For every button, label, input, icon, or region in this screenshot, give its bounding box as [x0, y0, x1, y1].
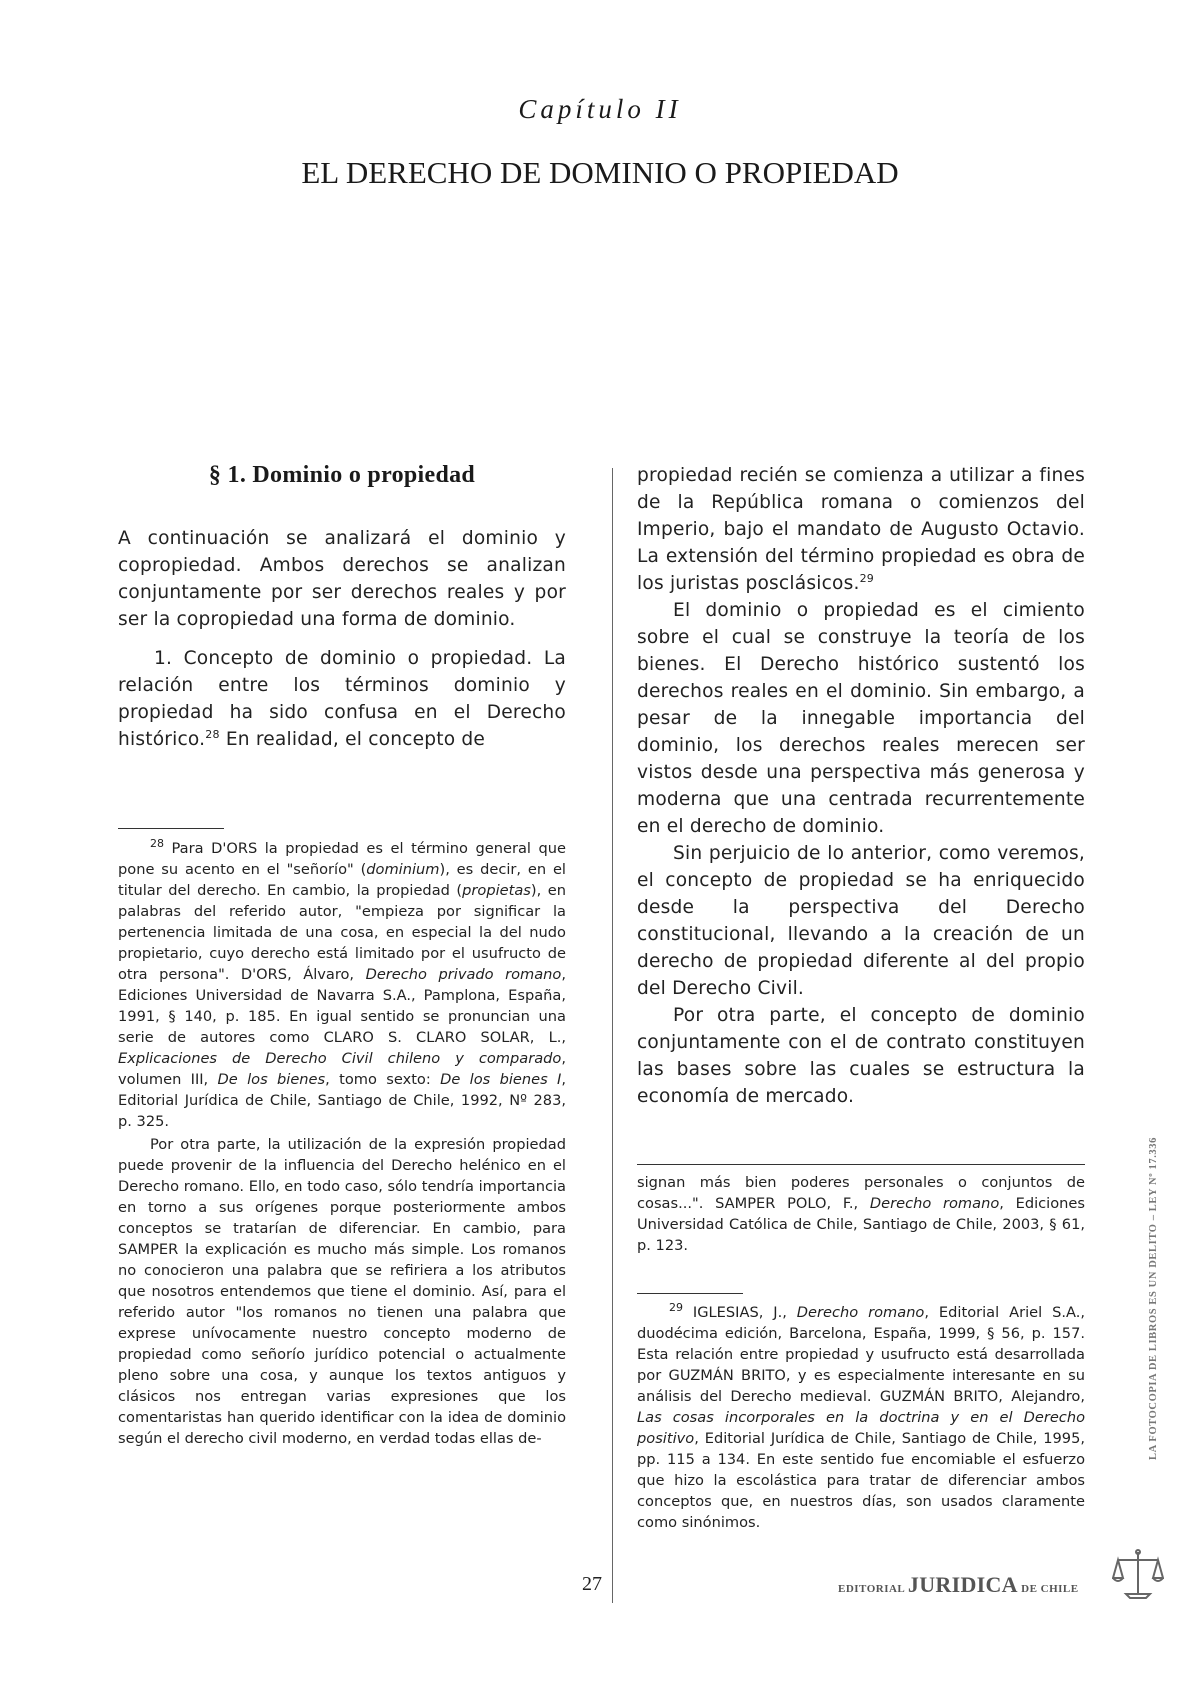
footnote-28: [118, 838, 566, 1449]
fn28-italic: De los bienes: [217, 1071, 326, 1088]
footnote-28-marker: 28: [150, 837, 164, 851]
intro-paragraph: A continuación se analizará el dominio y copropiedad. Ambos derechos se analizan conjuntamente por ser derechos reales y por ser la copropiedad una forma de dominio.: [118, 528, 566, 630]
fn28-text: , volumen III,: [118, 1050, 566, 1088]
footnote-rule-left: [118, 828, 224, 829]
fn28-text: Para D'ORS la propiedad es el término general que pone su acento en el "señorío" (: [118, 840, 566, 878]
footnote-ref-29[interactable]: 29: [859, 571, 874, 585]
concept-paragraph: [118, 645, 566, 753]
fn28-italic: dominium: [366, 861, 440, 878]
concept-tail: En realidad, el concepto de: [219, 729, 486, 750]
fn28-italic: De los bienes I: [440, 1071, 562, 1088]
publisher-suffix: DE CHILE: [1017, 1583, 1079, 1595]
section-heading: § 1. Dominio o propiedad: [208, 462, 476, 488]
footnote-29-marker: 29: [669, 1301, 683, 1315]
left-column: [118, 462, 566, 753]
right-paragraph-1: [637, 462, 1085, 597]
fn28-text: , tomo sexto:: [325, 1071, 441, 1088]
footnote-rule-right: [637, 1164, 1085, 1165]
fn28-text: ), es decir, en el titular del derecho. En cambio, la propiedad (: [118, 861, 566, 899]
footnote-28-end: [637, 1172, 1085, 1256]
concept-text: La relación entre los términos dominio y propiedad ha sido confusa en el Derecho histórico.: [118, 648, 567, 750]
fn28-text: , Ediciones Universidad de Navarra S.A., Pamplona, España, 1991, § 140, p. 185. En igual sentido se pronuncian una serie de autores como CLARO S. CLARO SOLAR, L.,: [118, 966, 566, 1046]
column-divider: [612, 468, 613, 1603]
fn29-text: IGLESIAS, J.,: [683, 1304, 797, 1321]
fn29-text: , Editorial Jurídica de Chile, Santiago de Chile, 1995, pp. 115 a 134. En este sentido fue encomiable el esfuerzo que hizo la escolástica para tratar de diferenciar ambos conceptos que, en nuestros días, son usados claramente como sinónimos.: [637, 1430, 1085, 1531]
footnote-ref-28[interactable]: 28: [205, 727, 220, 741]
scales-of-justice-logo: [1112, 1548, 1164, 1602]
fn28-text: , Editorial Jurídica de Chile, Santiago de Chile, 1992, Nº 283, p. 325.: [118, 1071, 566, 1130]
right-paragraph-2: El dominio o propiedad es el cimiento sobre el cual se construye la teoría de los bienes. El Derecho histórico sustentó los derechos reales en el dominio. Sin embargo, a pesar de la innegable importancia del dominio, los derechos reales merecen ser vistos desde una perspectiva más generosa y moderna que una centrada recurrentemente en el derecho de dominio.: [637, 600, 1085, 837]
concept-lead: 1. Concepto de dominio o propiedad.: [154, 648, 533, 669]
right-paragraph-1-text: propiedad recién se comienza a utilizar a fines de la República romana o comienzos del Imperio, bajo el mandato de Augusto Octavio. La extensión del término propiedad es obra de los juristas posclásicos.: [637, 465, 1085, 594]
fn28-italic: Explicaciones de Derecho Civil chileno y comparado: [118, 1050, 562, 1067]
page-number: 27: [582, 1573, 602, 1595]
footnote-28-continuation: Por otra parte, la utilización de la expresión propiedad puede provenir de la influencia del Derecho helénico en el Derecho romano. Ello, en todo caso, sólo tendría importancia en torno a sus orígenes porque posteriormente ambos conceptos se tratarían de diferenciar. En cambio, para SAMPER la explicación es mucho más simple. Los romanos no conocieron una palabra que se refiriera a los atributos que nosotros entendemos que tiene el dominio. Así, para el referido autor "los romanos no tienen una palabra que exprese unívocamente nuestro concepto moderno de propiedad como señorío jurídico potencial o actualmente pleno sobre una cosa, y aunque los textos antiguos y clásicos nos entregan varias expresiones que los comentaristas han querido identificar con la idea de dominio según el derecho civil moderno, en verdad todas ellas de-: [118, 1136, 566, 1447]
fn28-text: signan más bien poderes personales o conjuntos de cosas...". SAMPER POLO, F.,: [637, 1174, 1085, 1212]
chapter-label: Capítulo II: [518, 94, 682, 124]
right-column: [637, 462, 1085, 1110]
fn29-italic: Derecho romano: [796, 1304, 925, 1321]
fn28-text: ), en palabras del referido autor, "empieza por significar la pertenencia limitada de una cosa, en especial la del nudo propietario, cuyo derecho está limitado por el usufructo de otra persona". D'ORS, Álvaro,: [118, 882, 567, 983]
fn28-text: , Ediciones Universidad Católica de Chile, Santiago de Chile, 2003, § 61, p. 123.: [637, 1195, 1086, 1254]
fn28-italic: Derecho privado romano: [365, 966, 562, 983]
fn29-text: , Editorial Ariel S.A., duodécima edición, Barcelona, España, 1999, § 56, p. 157. Esta relación entre propiedad y usufructo está desarrollada por GUZMÁN BRITO, y es especialmente interesante en su análisis del Derecho medieval. GUZMÁN BRITO, Alejandro,: [637, 1304, 1086, 1405]
copyright-notice: LA FOTOCOPIA DE LIBROS ES UN DELITO – LEY Nº 17.336: [1148, 1137, 1159, 1460]
right-paragraph-3: Sin perjuicio de lo anterior, como veremos, el concepto de propiedad se ha enriquecido desde la perspectiva del Derecho constitucional, llevando a la creación de un derecho de propiedad diferente al del propio del Derecho Civil.: [637, 843, 1085, 999]
publisher-prefix: EDITORIAL: [838, 1583, 908, 1595]
publisher-name: [838, 1572, 1079, 1598]
fn28-italic: Derecho romano: [869, 1195, 1000, 1212]
fn29-italic: Las cosas incorporales en la doctrina y en el Derecho positivo: [637, 1409, 1085, 1447]
footnote-rule-29: [637, 1293, 743, 1294]
fn28-italic: propietas: [462, 882, 531, 899]
footnote-29: [637, 1302, 1085, 1533]
publisher-main: JURIDICA: [907, 1572, 1018, 1597]
chapter-title: EL DERECHO DE DOMINIO O PROPIEDAD: [301, 155, 899, 190]
right-paragraph-4: Por otra parte, el concepto de dominio conjuntamente con el de contrato constituyen las bases sobre las cuales se estructura la economía de mercado.: [637, 1005, 1085, 1107]
